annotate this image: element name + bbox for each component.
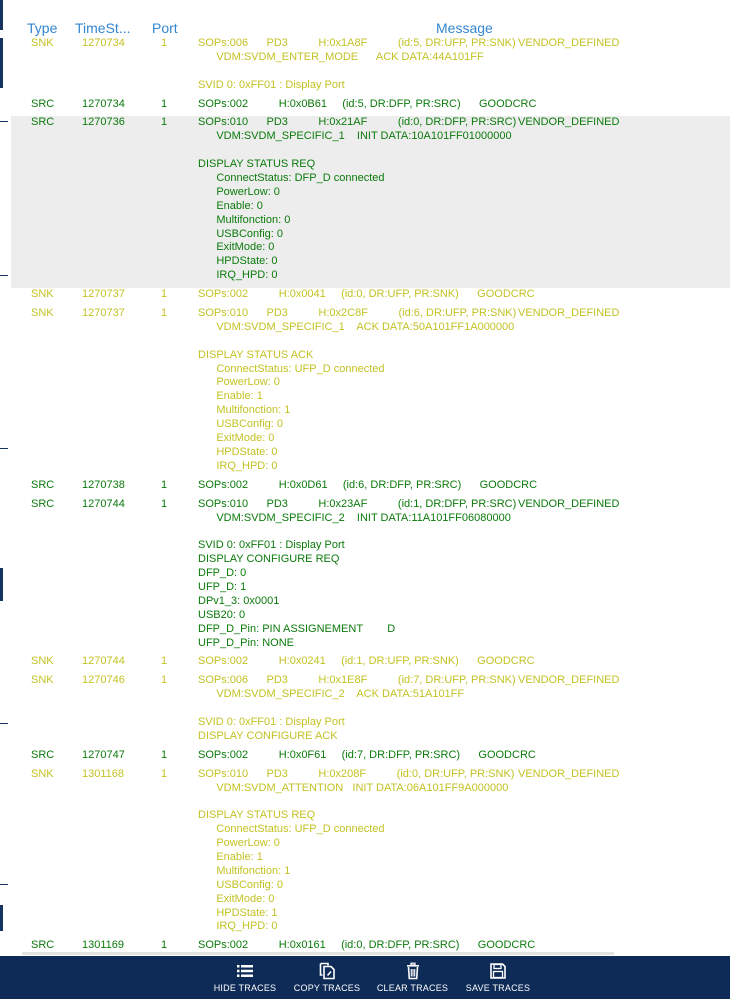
left-strip (0, 38, 3, 88)
trace-message (198, 674, 730, 743)
message-line: ConnectStatus: DFP_D connected (198, 172, 385, 185)
trace-row[interactable] (8, 288, 730, 307)
trace-type: SNK (31, 674, 54, 687)
trace-type: SNK (31, 655, 54, 668)
message-line: SVID 0: 0xFF01 : Display Port (198, 715, 345, 728)
message-line: IRQ_HPD: 0 (198, 920, 278, 933)
message-line: USBConfig: 0 (198, 418, 283, 431)
bottom-toolbar (0, 956, 730, 999)
message-line: DFP_D: 0 (198, 567, 247, 580)
trace-timestamp: 1270737 (82, 307, 125, 320)
left-tick (0, 448, 8, 449)
trace-type: SRC (31, 116, 55, 129)
trace-row[interactable] (8, 655, 730, 674)
message-line: ExitMode: 0 (198, 892, 275, 905)
column-header (8, 18, 730, 38)
trace-port: 1 (161, 478, 168, 491)
message-line: IRQ_HPD: 0 (198, 269, 278, 282)
left-edge (0, 0, 8, 956)
message-line: Enable: 1 (198, 390, 263, 403)
message-line: SOPs:002 H:0x0161 (id:0, DR:DFP, PR:SRC) GOODCRC (198, 939, 536, 952)
trace-type: SNK (31, 37, 54, 49)
trace-port: 1 (161, 674, 168, 687)
message-line: VDM:SVDM_SPECIFIC_2 INIT DATA:11A101FF06080000 (198, 511, 511, 524)
hide-traces-label: HIDE TRACES (213, 983, 277, 993)
trace-row[interactable] (8, 116, 730, 288)
trace-row[interactable] (8, 498, 730, 656)
copy-traces-label: COPY TRACES (293, 983, 361, 993)
save-icon (489, 962, 507, 980)
message-line (198, 702, 730, 716)
message-line: ExitMode: 0 (198, 432, 275, 445)
message-line: PowerLow: 0 (198, 837, 280, 850)
message-line: DISPLAY STATUS ACK (198, 348, 314, 361)
message-line: ConnectStatus: UFP_D connected (198, 362, 385, 375)
column-time-header[interactable]: TimeSt... (75, 20, 131, 36)
message-line: SOPs:006 PD3 H:0x1E8F (id:7, DR:UFP, PR:SNK) (198, 674, 516, 687)
trace-message (198, 307, 730, 474)
message-line: VDM:SVDM_SPECIFIC_1 ACK DATA:50A101FF1A000000 (198, 320, 515, 333)
message-line: SOPs:002 H:0x0B61 (id:5, DR:DFP, PR:SRC) GOODCRC (198, 97, 537, 110)
message-line: DFP_D_Pin: PIN ASSIGNEMENT D (198, 622, 396, 635)
message-line: UFP_D_Pin: NONE (198, 636, 294, 649)
message-line (198, 65, 730, 79)
trace-timestamp: 1301169 (82, 939, 125, 952)
trace-message (198, 116, 730, 283)
trace-type: SRC (31, 478, 55, 491)
trace-timestamp: 1270744 (82, 655, 125, 668)
message-line: SOPs:006 PD3 H:0x1A8F (id:5, DR:UFP, PR:SNK) (198, 37, 516, 49)
trace-message (198, 37, 730, 93)
column-message-header[interactable]: Message (436, 20, 493, 36)
message-line: HPDState: 0 (198, 255, 278, 268)
trace-timestamp: 1270738 (82, 478, 125, 491)
message-line: PowerLow: 0 (198, 185, 280, 198)
trace-row[interactable] (8, 307, 730, 479)
copy-icon (318, 962, 336, 980)
trace-type: SNK (31, 307, 54, 320)
trace-row[interactable] (8, 479, 730, 498)
trace-message (198, 479, 730, 493)
message-line: SVID 0: 0xFF01 : Display Port (198, 78, 345, 91)
column-type-header[interactable]: Type (27, 20, 58, 36)
message-line (198, 795, 730, 809)
trace-row[interactable] (8, 98, 730, 117)
left-strip (0, 0, 3, 30)
save-traces-button[interactable] (462, 956, 534, 999)
trace-list (8, 37, 730, 956)
message-line: SVID 0: 0xFF01 : Display Port (198, 539, 345, 552)
trace-port: 1 (161, 288, 168, 301)
hide-traces-button[interactable] (210, 956, 280, 999)
copy-traces-button[interactable] (291, 956, 363, 999)
clear-traces-button[interactable] (375, 956, 450, 999)
trace-type: SRC (31, 497, 55, 510)
message-type-tag: VENDOR_DEFINED (518, 674, 620, 687)
message-line: HPDState: 1 (198, 906, 278, 919)
trace-timestamp: 1270744 (82, 497, 125, 510)
message-line: SOPs:010 PD3 H:0x2C8F (id:6, DR:UFP, PR:SNK) (198, 307, 517, 320)
trace-row[interactable] (8, 768, 730, 940)
trace-port: 1 (161, 497, 168, 510)
trace-port: 1 (161, 37, 168, 49)
trace-message (198, 498, 730, 651)
message-line: HPDState: 0 (198, 445, 278, 458)
trace-timestamp: 1270747 (82, 748, 125, 761)
left-strip (0, 905, 3, 931)
left-tick (0, 723, 8, 724)
clear-traces-label: CLEAR TRACES (376, 983, 449, 993)
message-line: Multifonction: 0 (198, 213, 291, 226)
trace-type: SRC (31, 97, 55, 110)
trace-type: SNK (31, 767, 54, 780)
message-line: SOPs:002 H:0x0241 (id:1, DR:UFP, PR:SNK) GOODCRC (198, 655, 535, 668)
message-type-tag: VENDOR_DEFINED (518, 116, 620, 129)
trace-type: SNK (31, 288, 54, 301)
message-line: Multifonction: 1 (198, 864, 291, 877)
message-line: SOPs:010 PD3 H:0x21AF (id:0, DR:DFP, PR:SRC) (198, 116, 517, 129)
trace-port: 1 (161, 748, 168, 761)
trace-port: 1 (161, 97, 168, 110)
trace-port: 1 (161, 767, 168, 780)
trace-timestamp: 1301168 (82, 767, 125, 780)
message-line: DISPLAY STATUS REQ (198, 158, 316, 171)
message-line: PowerLow: 0 (198, 376, 280, 389)
message-line: USB20: 0 (198, 608, 246, 621)
message-line: DISPLAY CONFIGURE REQ (198, 553, 340, 566)
message-line: ConnectStatus: UFP_D connected (198, 823, 385, 836)
message-line: VDM:SVDM_ATTENTION INIT DATA:06A101FF9A000000 (198, 781, 509, 794)
trace-panel[interactable] (8, 0, 730, 956)
message-line (198, 335, 730, 349)
trace-type: SRC (31, 939, 55, 952)
message-type-tag: VENDOR_DEFINED (518, 767, 620, 780)
trace-timestamp: 1270734 (82, 37, 125, 49)
trash-icon (404, 962, 422, 980)
message-line: Enable: 1 (198, 850, 263, 863)
trace-message (198, 768, 730, 935)
message-line: SOPs:010 PD3 H:0x208F (id:0, DR:UFP, PR:SNK) (198, 767, 515, 780)
message-type-tag: VENDOR_DEFINED (518, 307, 620, 320)
message-line: USBConfig: 0 (198, 227, 283, 240)
message-line (198, 144, 730, 158)
trace-timestamp: 1270737 (82, 288, 125, 301)
list-icon (236, 962, 254, 980)
trace-row[interactable] (8, 37, 730, 98)
message-line: DISPLAY CONFIGURE ACK (198, 729, 338, 742)
message-line: UFP_D: 1 (198, 580, 247, 593)
trace-port: 1 (161, 939, 168, 952)
message-line: SOPs:002 H:0x0041 (id:0, DR:UFP, PR:SNK) GOODCRC (198, 288, 535, 301)
message-line: USBConfig: 0 (198, 878, 283, 891)
save-traces-label: SAVE TRACES (465, 983, 531, 993)
trace-row[interactable] (8, 749, 730, 768)
message-line: SOPs:002 H:0x0F61 (id:7, DR:DFP, PR:SRC) GOODCRC (198, 748, 536, 761)
message-line: ExitMode: 0 (198, 241, 275, 254)
message-line: VDM:SVDM_SPECIFIC_2 ACK DATA:51A101FF (198, 688, 465, 701)
message-type-tag: VENDOR_DEFINED (518, 497, 620, 510)
message-line: SOPs:010 PD3 H:0x23AF (id:1, DR:DFP, PR:SRC) (198, 497, 517, 510)
left-strip (0, 568, 3, 601)
trace-timestamp: 1270734 (82, 97, 125, 110)
trace-message (198, 288, 730, 302)
trace-type: SRC (31, 748, 55, 761)
message-line: Multifonction: 1 (198, 404, 291, 417)
horizontal-scrollbar[interactable] (22, 952, 614, 955)
message-line: DISPLAY STATUS REQ (198, 809, 316, 822)
column-port-header[interactable]: Port (152, 20, 178, 36)
trace-timestamp: 1270736 (82, 116, 125, 129)
message-type-tag: VENDOR_DEFINED (518, 37, 620, 49)
trace-timestamp: 1270746 (82, 674, 125, 687)
trace-port: 1 (161, 116, 168, 129)
message-line: VDM:SVDM_ENTER_MODE ACK DATA:44A101FF (198, 50, 484, 63)
message-line (198, 525, 730, 539)
trace-message (198, 98, 730, 112)
message-line: SOPs:002 H:0x0D61 (id:6, DR:DFP, PR:SRC) GOODCRC (198, 478, 538, 491)
trace-row[interactable] (8, 674, 730, 748)
trace-message (198, 655, 730, 669)
trace-port: 1 (161, 655, 168, 668)
trace-message (198, 749, 730, 763)
message-line: DPv1_3: 0x0001 (198, 594, 280, 607)
left-tick (0, 275, 8, 276)
trace-port: 1 (161, 307, 168, 320)
message-line: Enable: 0 (198, 199, 263, 212)
left-tick (0, 121, 8, 122)
left-tick (0, 884, 8, 885)
message-line: VDM:SVDM_SPECIFIC_1 INIT DATA:10A101FF01000000 (198, 130, 512, 143)
message-line: IRQ_HPD: 0 (198, 459, 278, 472)
